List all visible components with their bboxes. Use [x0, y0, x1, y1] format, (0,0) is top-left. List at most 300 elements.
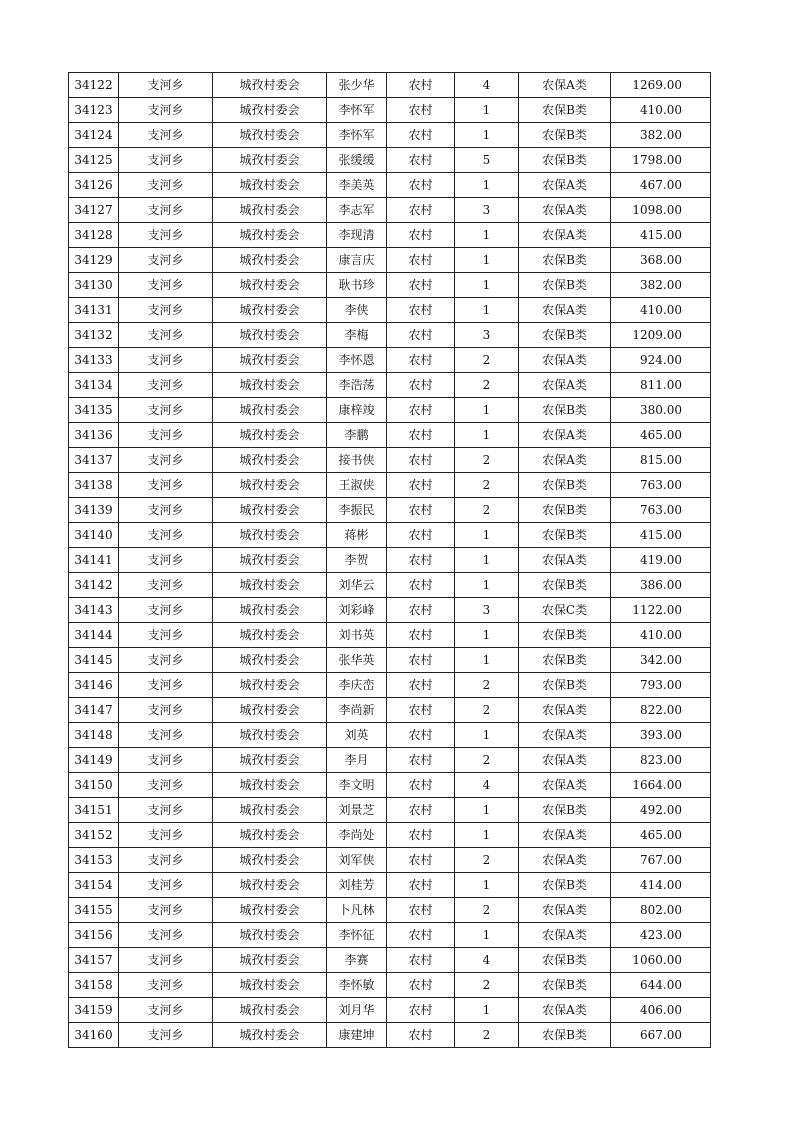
household-count-cell: 2 — [455, 698, 519, 723]
record-id-cell: 34123 — [69, 98, 119, 123]
amount-cell: 467.00 — [611, 173, 711, 198]
record-id-cell: 34140 — [69, 523, 119, 548]
table-row — [69, 623, 711, 648]
area-type-cell: 农村 — [387, 223, 455, 248]
amount-cell: 1060.00 — [611, 948, 711, 973]
name-cell: 李志军 — [327, 198, 387, 223]
name-cell: 刘军侠 — [327, 848, 387, 873]
record-id-cell: 34154 — [69, 873, 119, 898]
amount-cell: 822.00 — [611, 698, 711, 723]
name-cell: 康建坤 — [327, 1023, 387, 1048]
record-id-cell: 34141 — [69, 548, 119, 573]
table-row — [69, 123, 711, 148]
household-count-cell: 2 — [455, 848, 519, 873]
area-type-cell: 农村 — [387, 323, 455, 348]
insurance-category-cell: 农保B类 — [519, 798, 611, 823]
area-type-cell: 农村 — [387, 673, 455, 698]
data-table — [68, 72, 711, 1048]
township-cell: 支河乡 — [119, 398, 213, 423]
table-row — [69, 848, 711, 873]
name-cell: 李梅 — [327, 323, 387, 348]
village-committee-cell: 城孜村委会 — [213, 723, 327, 748]
record-id-cell: 34150 — [69, 773, 119, 798]
township-cell: 支河乡 — [119, 948, 213, 973]
village-committee-cell: 城孜村委会 — [213, 73, 327, 98]
insurance-category-cell: 农保B类 — [519, 623, 611, 648]
table-row — [69, 98, 711, 123]
insurance-category-cell: 农保A类 — [519, 748, 611, 773]
amount-cell: 386.00 — [611, 573, 711, 598]
table-row — [69, 248, 711, 273]
household-count-cell: 1 — [455, 623, 519, 648]
township-cell: 支河乡 — [119, 473, 213, 498]
township-cell: 支河乡 — [119, 323, 213, 348]
insurance-category-cell: 农保B类 — [519, 973, 611, 998]
household-count-cell: 2 — [455, 473, 519, 498]
village-committee-cell: 城孜村委会 — [213, 273, 327, 298]
table-row — [69, 973, 711, 998]
area-type-cell: 农村 — [387, 298, 455, 323]
amount-cell: 465.00 — [611, 823, 711, 848]
village-committee-cell: 城孜村委会 — [213, 448, 327, 473]
household-count-cell: 3 — [455, 323, 519, 348]
name-cell: 李怀军 — [327, 123, 387, 148]
township-cell: 支河乡 — [119, 348, 213, 373]
village-committee-cell: 城孜村委会 — [213, 1023, 327, 1048]
village-committee-cell: 城孜村委会 — [213, 573, 327, 598]
insurance-category-cell: 农保A类 — [519, 823, 611, 848]
insurance-category-cell: 农保A类 — [519, 923, 611, 948]
village-committee-cell: 城孜村委会 — [213, 648, 327, 673]
table-row — [69, 898, 711, 923]
township-cell: 支河乡 — [119, 523, 213, 548]
table-row — [69, 523, 711, 548]
insurance-category-cell: 农保B类 — [519, 948, 611, 973]
table-row — [69, 348, 711, 373]
name-cell: 刘月华 — [327, 998, 387, 1023]
household-count-cell: 1 — [455, 248, 519, 273]
record-id-cell: 34142 — [69, 573, 119, 598]
name-cell: 李尚处 — [327, 823, 387, 848]
township-cell: 支河乡 — [119, 698, 213, 723]
table-row — [69, 173, 711, 198]
name-cell: 李怀军 — [327, 98, 387, 123]
household-count-cell: 2 — [455, 448, 519, 473]
record-id-cell: 34148 — [69, 723, 119, 748]
insurance-category-cell: 农保A类 — [519, 998, 611, 1023]
household-count-cell: 1 — [455, 123, 519, 148]
village-committee-cell: 城孜村委会 — [213, 373, 327, 398]
amount-cell: 763.00 — [611, 473, 711, 498]
name-cell: 耿书珍 — [327, 273, 387, 298]
amount-cell: 419.00 — [611, 548, 711, 573]
table-row — [69, 673, 711, 698]
area-type-cell: 农村 — [387, 123, 455, 148]
village-committee-cell: 城孜村委会 — [213, 98, 327, 123]
record-id-cell: 34145 — [69, 648, 119, 673]
amount-cell: 382.00 — [611, 273, 711, 298]
name-cell: 张缓缓 — [327, 148, 387, 173]
record-id-cell: 34124 — [69, 123, 119, 148]
amount-cell: 1122.00 — [611, 598, 711, 623]
area-type-cell: 农村 — [387, 173, 455, 198]
village-committee-cell: 城孜村委会 — [213, 698, 327, 723]
household-count-cell: 1 — [455, 223, 519, 248]
record-id-cell: 34153 — [69, 848, 119, 873]
insurance-category-cell: 农保B类 — [519, 248, 611, 273]
village-committee-cell: 城孜村委会 — [213, 598, 327, 623]
area-type-cell: 农村 — [387, 198, 455, 223]
township-cell: 支河乡 — [119, 273, 213, 298]
insurance-category-cell: 农保B类 — [519, 273, 611, 298]
table-row — [69, 1023, 711, 1048]
village-committee-cell: 城孜村委会 — [213, 798, 327, 823]
household-count-cell: 4 — [455, 773, 519, 798]
record-id-cell: 34122 — [69, 73, 119, 98]
area-type-cell: 农村 — [387, 623, 455, 648]
township-cell: 支河乡 — [119, 673, 213, 698]
household-count-cell: 4 — [455, 948, 519, 973]
table-row — [69, 873, 711, 898]
record-id-cell: 34131 — [69, 298, 119, 323]
insurance-category-cell: 农保A类 — [519, 448, 611, 473]
township-cell: 支河乡 — [119, 423, 213, 448]
table-row — [69, 473, 711, 498]
insurance-category-cell: 农保B类 — [519, 573, 611, 598]
amount-cell: 802.00 — [611, 898, 711, 923]
insurance-category-cell: 农保A类 — [519, 348, 611, 373]
table-row — [69, 448, 711, 473]
household-count-cell: 5 — [455, 148, 519, 173]
table-body — [69, 73, 711, 1048]
township-cell: 支河乡 — [119, 873, 213, 898]
record-id-cell: 34135 — [69, 398, 119, 423]
name-cell: 李月 — [327, 748, 387, 773]
village-committee-cell: 城孜村委会 — [213, 348, 327, 373]
township-cell: 支河乡 — [119, 1023, 213, 1048]
household-count-cell: 1 — [455, 798, 519, 823]
township-cell: 支河乡 — [119, 923, 213, 948]
name-cell: 李庆峦 — [327, 673, 387, 698]
area-type-cell: 农村 — [387, 73, 455, 98]
name-cell: 刘英 — [327, 723, 387, 748]
township-cell: 支河乡 — [119, 848, 213, 873]
township-cell: 支河乡 — [119, 723, 213, 748]
village-committee-cell: 城孜村委会 — [213, 923, 327, 948]
name-cell: 李怀敏 — [327, 973, 387, 998]
household-count-cell: 1 — [455, 873, 519, 898]
area-type-cell: 农村 — [387, 273, 455, 298]
name-cell: 李浩荡 — [327, 373, 387, 398]
record-id-cell: 34132 — [69, 323, 119, 348]
amount-cell: 1798.00 — [611, 148, 711, 173]
area-type-cell: 农村 — [387, 1023, 455, 1048]
record-id-cell: 34136 — [69, 423, 119, 448]
insurance-category-cell: 农保B类 — [519, 648, 611, 673]
amount-cell: 415.00 — [611, 223, 711, 248]
name-cell: 王淑侠 — [327, 473, 387, 498]
household-count-cell: 1 — [455, 998, 519, 1023]
area-type-cell: 农村 — [387, 773, 455, 798]
name-cell: 李文明 — [327, 773, 387, 798]
township-cell: 支河乡 — [119, 198, 213, 223]
area-type-cell: 农村 — [387, 648, 455, 673]
township-cell: 支河乡 — [119, 823, 213, 848]
insurance-category-cell: 农保B类 — [519, 523, 611, 548]
village-committee-cell: 城孜村委会 — [213, 473, 327, 498]
village-committee-cell: 城孜村委会 — [213, 148, 327, 173]
township-cell: 支河乡 — [119, 973, 213, 998]
amount-cell: 382.00 — [611, 123, 711, 148]
table-row — [69, 948, 711, 973]
village-committee-cell: 城孜村委会 — [213, 973, 327, 998]
household-count-cell: 1 — [455, 273, 519, 298]
household-count-cell: 3 — [455, 198, 519, 223]
amount-cell: 1098.00 — [611, 198, 711, 223]
township-cell: 支河乡 — [119, 98, 213, 123]
township-cell: 支河乡 — [119, 223, 213, 248]
village-committee-cell: 城孜村委会 — [213, 523, 327, 548]
area-type-cell: 农村 — [387, 148, 455, 173]
township-cell: 支河乡 — [119, 598, 213, 623]
amount-cell: 368.00 — [611, 248, 711, 273]
name-cell: 张华英 — [327, 648, 387, 673]
insurance-category-cell: 农保A类 — [519, 898, 611, 923]
insurance-category-cell: 农保A类 — [519, 223, 611, 248]
village-committee-cell: 城孜村委会 — [213, 173, 327, 198]
area-type-cell: 农村 — [387, 423, 455, 448]
area-type-cell: 农村 — [387, 573, 455, 598]
household-count-cell: 1 — [455, 573, 519, 598]
amount-cell: 667.00 — [611, 1023, 711, 1048]
insurance-category-cell: 农保A类 — [519, 423, 611, 448]
village-committee-cell: 城孜村委会 — [213, 198, 327, 223]
record-id-cell: 34128 — [69, 223, 119, 248]
household-count-cell: 1 — [455, 423, 519, 448]
insurance-category-cell: 农保A类 — [519, 298, 611, 323]
township-cell: 支河乡 — [119, 373, 213, 398]
table-row — [69, 323, 711, 348]
village-committee-cell: 城孜村委会 — [213, 998, 327, 1023]
amount-cell: 767.00 — [611, 848, 711, 873]
insurance-category-cell: 农保A类 — [519, 198, 611, 223]
area-type-cell: 农村 — [387, 598, 455, 623]
township-cell: 支河乡 — [119, 898, 213, 923]
township-cell: 支河乡 — [119, 123, 213, 148]
village-committee-cell: 城孜村委会 — [213, 398, 327, 423]
village-committee-cell: 城孜村委会 — [213, 423, 327, 448]
record-id-cell: 34139 — [69, 498, 119, 523]
table-row — [69, 748, 711, 773]
area-type-cell: 农村 — [387, 848, 455, 873]
township-cell: 支河乡 — [119, 498, 213, 523]
village-committee-cell: 城孜村委会 — [213, 298, 327, 323]
table-row — [69, 398, 711, 423]
household-count-cell: 2 — [455, 348, 519, 373]
village-committee-cell: 城孜村委会 — [213, 673, 327, 698]
table-row — [69, 923, 711, 948]
household-count-cell: 2 — [455, 373, 519, 398]
name-cell: 李怀恩 — [327, 348, 387, 373]
household-count-cell: 1 — [455, 923, 519, 948]
name-cell: 李侠 — [327, 298, 387, 323]
household-count-cell: 1 — [455, 173, 519, 198]
name-cell: 卜凡林 — [327, 898, 387, 923]
record-id-cell: 34130 — [69, 273, 119, 298]
name-cell: 刘书英 — [327, 623, 387, 648]
area-type-cell: 农村 — [387, 448, 455, 473]
table-row — [69, 498, 711, 523]
household-count-cell: 1 — [455, 398, 519, 423]
record-id-cell: 34144 — [69, 623, 119, 648]
household-count-cell: 3 — [455, 598, 519, 623]
area-type-cell: 农村 — [387, 798, 455, 823]
amount-cell: 823.00 — [611, 748, 711, 773]
amount-cell: 342.00 — [611, 648, 711, 673]
name-cell: 李赛 — [327, 948, 387, 973]
insurance-category-cell: 农保A类 — [519, 723, 611, 748]
area-type-cell: 农村 — [387, 398, 455, 423]
amount-cell: 393.00 — [611, 723, 711, 748]
record-id-cell: 34133 — [69, 348, 119, 373]
area-type-cell: 农村 — [387, 698, 455, 723]
record-id-cell: 34134 — [69, 373, 119, 398]
amount-cell: 763.00 — [611, 498, 711, 523]
insurance-category-cell: 农保B类 — [519, 1023, 611, 1048]
table-row — [69, 273, 711, 298]
area-type-cell: 农村 — [387, 923, 455, 948]
village-committee-cell: 城孜村委会 — [213, 548, 327, 573]
amount-cell: 465.00 — [611, 423, 711, 448]
name-cell: 刘景芝 — [327, 798, 387, 823]
table-row — [69, 573, 711, 598]
name-cell: 蒋彬 — [327, 523, 387, 548]
household-count-cell: 1 — [455, 298, 519, 323]
record-id-cell: 34159 — [69, 998, 119, 1023]
record-id-cell: 34157 — [69, 948, 119, 973]
amount-cell: 415.00 — [611, 523, 711, 548]
area-type-cell: 农村 — [387, 473, 455, 498]
name-cell: 李现清 — [327, 223, 387, 248]
table-row — [69, 723, 711, 748]
village-committee-cell: 城孜村委会 — [213, 123, 327, 148]
amount-cell: 811.00 — [611, 373, 711, 398]
amount-cell: 924.00 — [611, 348, 711, 373]
insurance-category-cell: 农保B类 — [519, 398, 611, 423]
insurance-category-cell: 农保B类 — [519, 98, 611, 123]
household-count-cell: 2 — [455, 898, 519, 923]
name-cell: 李美英 — [327, 173, 387, 198]
name-cell: 康梓竣 — [327, 398, 387, 423]
record-id-cell: 34143 — [69, 598, 119, 623]
township-cell: 支河乡 — [119, 623, 213, 648]
area-type-cell: 农村 — [387, 973, 455, 998]
household-count-cell: 1 — [455, 523, 519, 548]
insurance-category-cell: 农保B类 — [519, 323, 611, 348]
amount-cell: 414.00 — [611, 873, 711, 898]
record-id-cell: 34138 — [69, 473, 119, 498]
amount-cell: 492.00 — [611, 798, 711, 823]
area-type-cell: 农村 — [387, 898, 455, 923]
name-cell: 李尚新 — [327, 698, 387, 723]
area-type-cell: 农村 — [387, 348, 455, 373]
household-count-cell: 2 — [455, 673, 519, 698]
amount-cell: 410.00 — [611, 298, 711, 323]
township-cell: 支河乡 — [119, 298, 213, 323]
table-row — [69, 73, 711, 98]
amount-cell: 1209.00 — [611, 323, 711, 348]
insurance-category-cell: 农保A类 — [519, 698, 611, 723]
table-row — [69, 423, 711, 448]
name-cell: 刘彩峰 — [327, 598, 387, 623]
insurance-category-cell: 农保B类 — [519, 498, 611, 523]
insurance-category-cell: 农保A类 — [519, 373, 611, 398]
record-id-cell: 34146 — [69, 673, 119, 698]
insurance-category-cell: 农保A类 — [519, 848, 611, 873]
area-type-cell: 农村 — [387, 873, 455, 898]
insurance-category-cell: 农保B类 — [519, 148, 611, 173]
table-row — [69, 823, 711, 848]
insurance-category-cell: 农保A类 — [519, 73, 611, 98]
township-cell: 支河乡 — [119, 73, 213, 98]
township-cell: 支河乡 — [119, 548, 213, 573]
township-cell: 支河乡 — [119, 173, 213, 198]
insurance-category-cell: 农保A类 — [519, 773, 611, 798]
name-cell: 刘华云 — [327, 573, 387, 598]
township-cell: 支河乡 — [119, 448, 213, 473]
record-id-cell: 34152 — [69, 823, 119, 848]
village-committee-cell: 城孜村委会 — [213, 748, 327, 773]
village-committee-cell: 城孜村委会 — [213, 948, 327, 973]
amount-cell: 793.00 — [611, 673, 711, 698]
record-id-cell: 34149 — [69, 748, 119, 773]
area-type-cell: 农村 — [387, 723, 455, 748]
name-cell: 刘桂芳 — [327, 873, 387, 898]
table-row — [69, 998, 711, 1023]
household-count-cell: 2 — [455, 973, 519, 998]
township-cell: 支河乡 — [119, 573, 213, 598]
insurance-category-cell: 农保A类 — [519, 173, 611, 198]
village-committee-cell: 城孜村委会 — [213, 498, 327, 523]
amount-cell: 380.00 — [611, 398, 711, 423]
household-count-cell: 2 — [455, 1023, 519, 1048]
table-row — [69, 798, 711, 823]
name-cell: 李鹏 — [327, 423, 387, 448]
village-committee-cell: 城孜村委会 — [213, 773, 327, 798]
area-type-cell: 农村 — [387, 948, 455, 973]
amount-cell: 423.00 — [611, 923, 711, 948]
table-row — [69, 598, 711, 623]
table-row — [69, 648, 711, 673]
record-id-cell: 34151 — [69, 798, 119, 823]
household-count-cell: 2 — [455, 748, 519, 773]
record-id-cell: 34155 — [69, 898, 119, 923]
village-committee-cell: 城孜村委会 — [213, 898, 327, 923]
township-cell: 支河乡 — [119, 648, 213, 673]
village-committee-cell: 城孜村委会 — [213, 323, 327, 348]
amount-cell: 410.00 — [611, 98, 711, 123]
amount-cell: 1664.00 — [611, 773, 711, 798]
household-count-cell: 1 — [455, 98, 519, 123]
area-type-cell: 农村 — [387, 548, 455, 573]
area-type-cell: 农村 — [387, 498, 455, 523]
area-type-cell: 农村 — [387, 998, 455, 1023]
area-type-cell: 农村 — [387, 523, 455, 548]
household-count-cell: 1 — [455, 723, 519, 748]
area-type-cell: 农村 — [387, 248, 455, 273]
village-committee-cell: 城孜村委会 — [213, 848, 327, 873]
household-count-cell: 1 — [455, 823, 519, 848]
